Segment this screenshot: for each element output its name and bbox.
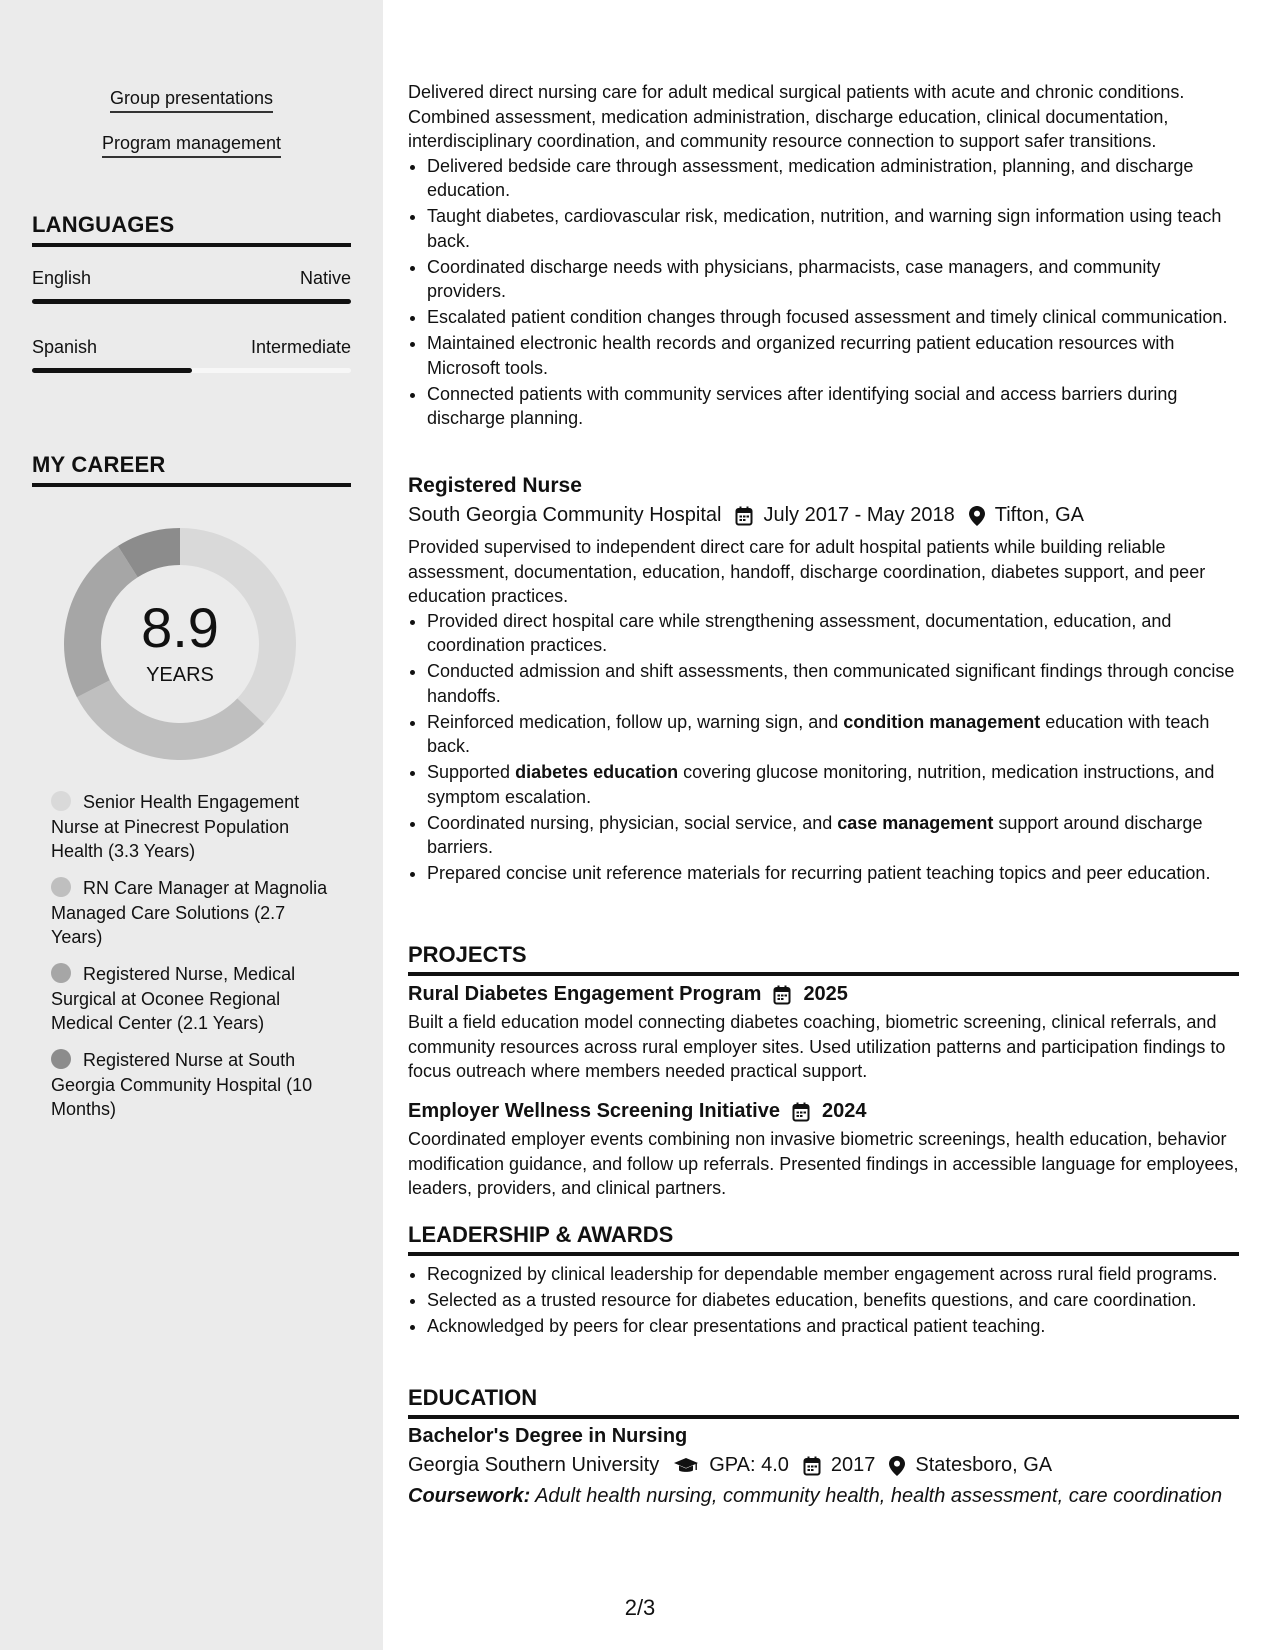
map-pin-icon: [889, 1456, 905, 1476]
calendar-icon: [803, 1456, 821, 1476]
list-item: • Supported diabetes education covering glucose monitoring, nutrition, medication instructions, and symptom escalation.: [427, 760, 1239, 809]
language-proficiency-fill: [32, 368, 192, 373]
skill-item: Group presentations: [0, 88, 383, 113]
graduation-cap-icon: [673, 1457, 699, 1475]
project-name: Rural Diabetes Engagement Program: [408, 983, 762, 1005]
job-dates: July 2017 - May 2018: [763, 504, 955, 526]
experience-registered-nurse: [408, 474, 1239, 887]
role-bullets: [408, 609, 1239, 886]
language-level: Native: [299, 268, 351, 288]
language-level: Intermediate: [250, 337, 351, 357]
language-name: English: [32, 268, 92, 288]
education-meta: [408, 1454, 1239, 1477]
language-row: [32, 337, 351, 358]
career-legend-item: Registered Nurse at South Georgia Community Hospital (10 Months): [51, 1050, 313, 1119]
list-item: • Selected as a trusted resource for diabetes education, benefits questions, and care coordination.: [427, 1288, 1239, 1313]
legend-dot: [51, 963, 71, 983]
skill-item: Program management: [0, 133, 383, 158]
calendar-icon: [735, 506, 753, 526]
leadership-bullets: [408, 1262, 1239, 1339]
career-legend-item: RN Care Manager at Magnolia Managed Care Solutions (2.7 Years): [51, 878, 328, 947]
list-item: • Coordinated discharge needs with physicians, pharmacists, case managers, and community providers.: [427, 255, 1239, 304]
career-years-label: YEARS: [146, 664, 214, 686]
coursework-list: Adult health nursing, community health, health assessment, care coordination: [535, 1485, 1223, 1507]
page-number: 2/3: [624, 1595, 656, 1620]
legend-dot: [51, 877, 71, 897]
project-item: [408, 983, 1239, 1084]
career-legend-item: Senior Health Engagement Nurse at Pinecrest Population Health (3.3 Years): [51, 792, 300, 861]
list-item: • Connected patients with community services after identifying social and access barriers during discharge planning.: [427, 382, 1239, 431]
list-item: • Reinforced medication, follow up, warning sign, and condition management education with teach back.: [427, 710, 1239, 759]
job-meta: [408, 504, 1239, 527]
list-item: • Maintained electronic health records and organized recurring patient education resources with Microsoft tools.: [427, 331, 1239, 380]
list-item: • Coordinated nursing, physician, social service, and case management support around discharge barriers.: [427, 811, 1239, 860]
list-item: • Escalated patient condition changes through focused assessment and timely clinical communication.: [427, 305, 1239, 330]
language-name: Spanish: [32, 337, 98, 357]
project-header: [408, 1100, 1239, 1123]
project-year: 2025: [803, 983, 848, 1005]
gpa: GPA: 4.0: [709, 1454, 789, 1476]
language-proficiency-fill: [32, 299, 351, 304]
legend-dot: [51, 1049, 71, 1069]
leadership-heading: LEADERSHIP & AWARDS: [408, 1222, 1239, 1256]
career-legend-item: Registered Nurse, Medical Surgical at Oconee Regional Medical Center (2.1 Years): [51, 964, 296, 1033]
coursework-label: Coursework:: [408, 1485, 531, 1507]
donut-segment-2: [77, 680, 264, 760]
coursework: [408, 1485, 1239, 1508]
project-item: [408, 1100, 1239, 1201]
career-heading: MY CAREER: [32, 452, 351, 487]
list-item: • Prepared concise unit reference materials for recurring patient teaching topics and peer education.: [427, 861, 1239, 886]
education-heading: EDUCATION: [408, 1385, 1239, 1419]
projects-heading: PROJECTS: [408, 942, 1239, 976]
project-description: Built a field education model connecting diabetes coaching, biometric screening, clinical referrals, and community resources across rural employer sites. Used utilization patterns and participation findings to focus outreach where members needed practical support.: [408, 1012, 1226, 1081]
list-item: • Provided direct hospital care while strengthening assessment, documentation, education, and coordination practices.: [427, 609, 1239, 658]
language-row: [32, 268, 351, 289]
school: Georgia Southern University: [408, 1454, 660, 1476]
career-total-years: 8.9: [141, 596, 219, 659]
role-summary: Provided supervised to independent direct care for adult hospital patients while building reliable assessment, documentation, education, handoff, discharge coordination, diabetes support, and peer education practices.: [408, 537, 1206, 606]
graduation-year: 2017: [830, 1454, 876, 1476]
calendar-icon: [792, 1102, 810, 1122]
language-proficiency-bar: [32, 299, 351, 304]
language-proficiency-bar: [32, 368, 351, 373]
list-item: • Delivered bedside care through assessment, medication administration, planning, and discharge education.: [427, 154, 1239, 203]
calendar-icon: [773, 985, 791, 1005]
education-item: [408, 1425, 1239, 1508]
project-year: 2024: [821, 1100, 867, 1122]
languages-heading: LANGUAGES: [32, 212, 351, 247]
list-item: • Conducted admission and shift assessments, then communicated significant findings through concise handoffs.: [427, 659, 1239, 708]
project-name: Employer Wellness Screening Initiative: [408, 1100, 780, 1122]
degree: Bachelor's Degree in Nursing: [408, 1425, 688, 1447]
school-location: Statesboro, GA: [915, 1454, 1053, 1476]
experience-previous-role: [408, 80, 1239, 432]
job-location: Tifton, GA: [994, 504, 1085, 526]
sidebar: [0, 0, 383, 1650]
map-pin-icon: [969, 506, 985, 526]
role-summary: Delivered direct nursing care for adult medical surgical patients with acute and chronic conditions. Combined assessment, medication administration, discharge education, clinical documentation, interdisciplinary coordination, and community resource connection to support safer transitions.: [408, 82, 1185, 151]
job-title: Registered Nurse: [408, 474, 582, 497]
list-item: • Acknowledged by peers for clear presentations and practical patient teaching.: [427, 1314, 1239, 1339]
role-bullets: [408, 154, 1239, 431]
project-description: Coordinated employer events combining non invasive biometric screenings, health education, behavior modification guidance, and follow up referrals. Presented findings in accessible language for employees, leaders, providers, and clinical partners.: [408, 1129, 1239, 1198]
project-header: [408, 983, 1239, 1006]
legend-dot: [51, 791, 71, 811]
leadership-list: [408, 1262, 1239, 1340]
list-item: • Taught diabetes, cardiovascular risk, medication, nutrition, and warning sign information using teach back.: [427, 204, 1239, 253]
list-item: • Recognized by clinical leadership for dependable member engagement across rural field programs.: [427, 1262, 1239, 1287]
employer: South Georgia Community Hospital: [408, 504, 722, 526]
